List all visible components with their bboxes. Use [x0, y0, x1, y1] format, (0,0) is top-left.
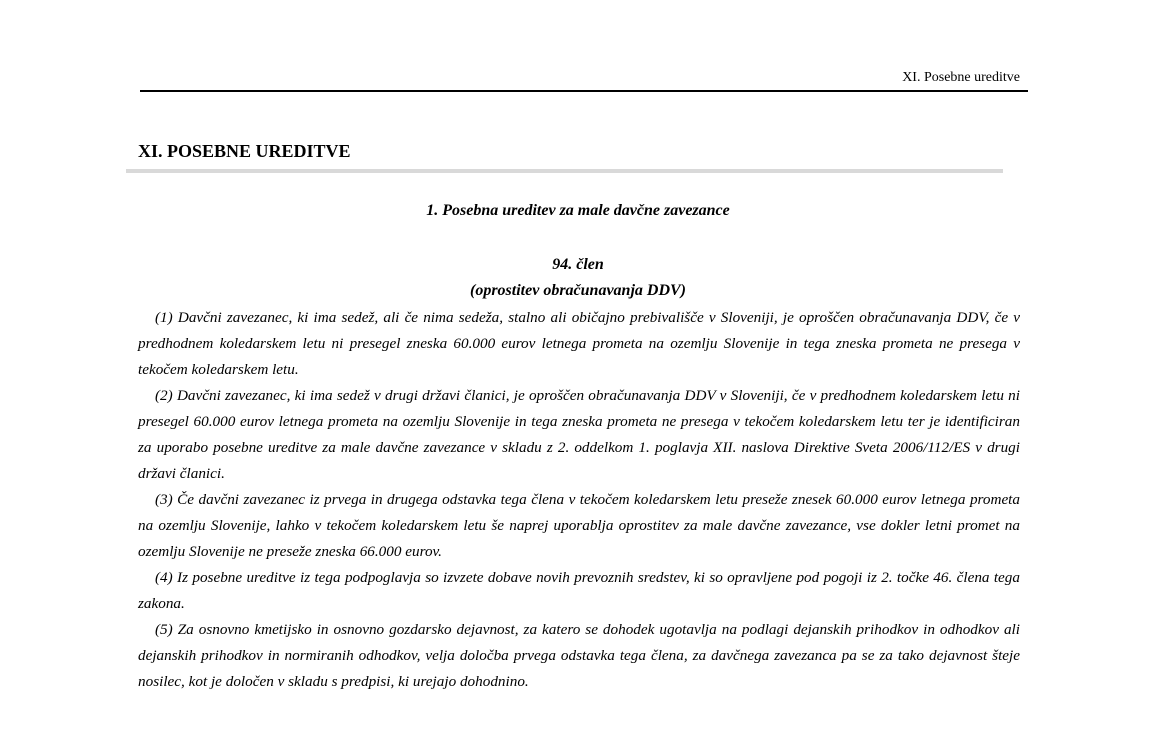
subsection-title: 1. Posebna ureditev za male davčne zavezance — [426, 202, 730, 219]
running-header: XI. Posebne ureditve — [902, 70, 1020, 85]
header-rule — [140, 90, 1028, 92]
article-body — [138, 305, 1020, 695]
section-rule — [126, 169, 1003, 173]
article-number: 94. člen — [552, 256, 604, 273]
article-title: (oprostitev obračunavanja DDV) — [470, 282, 686, 299]
paragraph-3: (3) Če davčni zavezanec iz prvega in drugega odstavka tega člena v tekočem koledarskem letu preseže znesek 60.000 eurov letnega prometa na ozemlju Slovenije, lahko v tekočem koledarskem letu še naprej uporablja oprostitev za male davčne zavezance, vse dokler letni promet na ozemlju Slovenije ne preseže zneska 66.000 eurov. — [138, 491, 1020, 560]
paragraph-2: (2) Davčni zavezanec, ki ima sedež v drugi državi članici, je oproščen obračunavanja DDV v Sloveniji, če v predhodnem koledarskem letu ni presegel 60.000 eurov letnega prometa na ozemlju Slovenije in tega zneska prometa ne presega v tekočem koledarskem letu ter je identificiran za uporabo posebne ureditve za male davčne zavezance v skladu z 2. oddelkom 1. poglavja XII. naslova Direktive Sveta 2006/112/ES v drugi državi članici. — [138, 387, 1020, 482]
section-title: XI. POSEBNE UREDITVE — [138, 141, 351, 161]
paragraph-4: (4) Iz posebne ureditve iz tega podpoglavja so izvzete dobave novih prevoznih sredstev, ki so opravljene pod pogoji iz 2. točke 46. člena tega zakona. — [138, 569, 1020, 612]
paragraph-5: (5) Za osnovno kmetijsko in osnovno gozdarsko dejavnost, za katero se dohodek ugotavlja na podlagi dejanskih prihodkov in odhodkov ali dejanskih prihodkov in normiranih odhodkov, velja določba prvega odstavka tega člena, za davčnega zavezanca pa se za tako dejavnost šteje nosilec, kot je določen v skladu s predpisi, ki urejajo dohodnino. — [138, 621, 1020, 690]
paragraph-1: (1) Davčni zavezanec, ki ima sedež, ali če nima sedeža, stalno ali običajno prebivališče v Sloveniji, je oproščen obračunavanja DDV, če v predhodnem koledarskem letu ni presegel zneska 60.000 eurov letnega prometa na ozemlju Slovenije in tega zneska prometa ne presega v tekočem koledarskem letu. — [138, 309, 1020, 378]
